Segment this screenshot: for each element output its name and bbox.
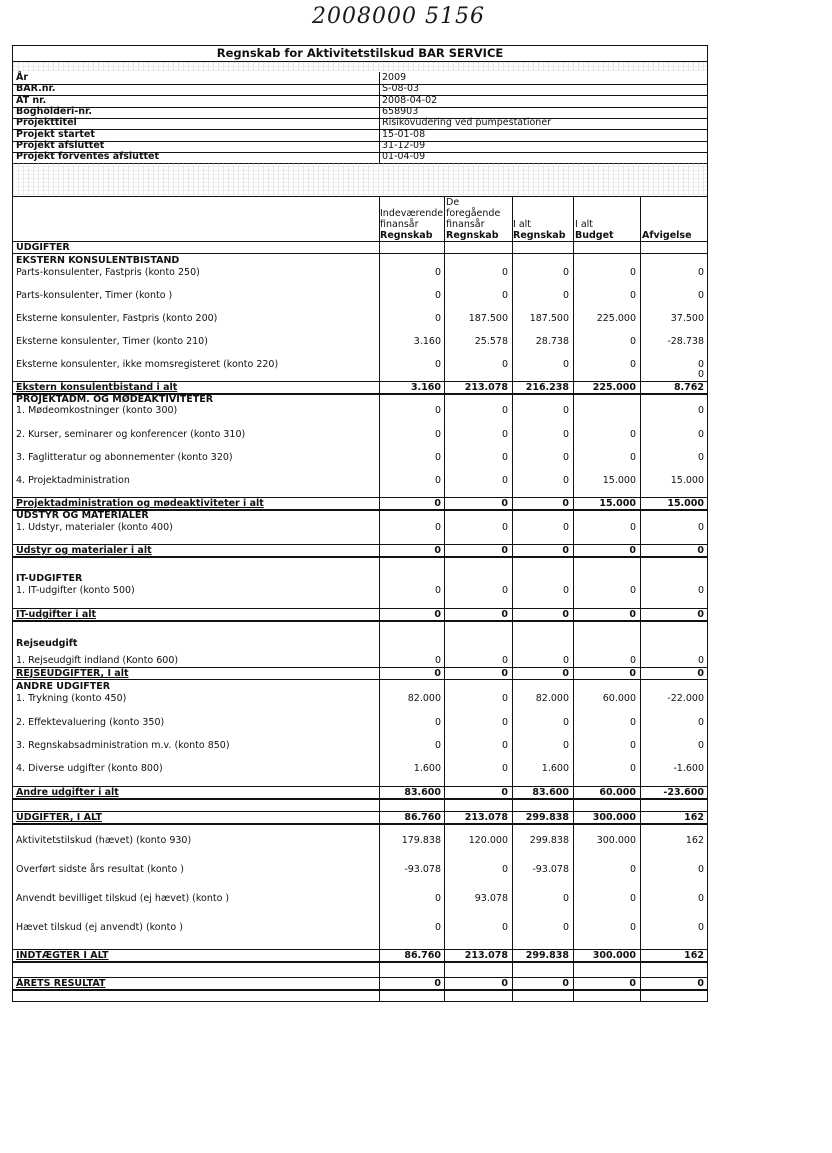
row-rule [13, 544, 707, 545]
cell-value: 0 [501, 359, 508, 370]
row-rule [13, 989, 707, 991]
row-rule [13, 786, 707, 787]
cell-value: 0 [697, 545, 704, 556]
row-rule [13, 253, 707, 254]
cell-value: 0 [501, 475, 508, 486]
column-header: I alt [513, 219, 532, 230]
cell-value: 0 [697, 522, 704, 533]
row-rule [13, 497, 707, 498]
line-item-label: Eksterne konsulenter, Fastpris (konto 200) [16, 313, 218, 324]
cell-value: 213.078 [464, 382, 508, 393]
cell-value: 0 [629, 740, 636, 751]
column-header: Budget [575, 230, 614, 241]
line-item-label: 2. Kurser, seminarer og konferencer (konto 310) [16, 429, 246, 440]
row-rule [13, 381, 707, 382]
cell-value: 0 [501, 522, 508, 533]
header-value: 15-01-08 [379, 129, 706, 141]
header-value: 31-12-09 [379, 140, 706, 152]
column-divider [640, 196, 641, 1001]
row-rule [13, 556, 707, 558]
cell-value: -28.738 [667, 336, 704, 347]
cell-value: 0 [501, 290, 508, 301]
cell-value: 162 [685, 835, 704, 846]
column-header: Regnskab [513, 230, 566, 241]
cell-value: 0 [629, 585, 636, 596]
cell-value: 0 [697, 585, 704, 596]
cell-value: 0 [501, 498, 508, 509]
subtotal-label: REJSEUDGIFTER, I alt [16, 668, 129, 679]
column-header: De [446, 197, 460, 208]
cell-value: 0 [629, 267, 636, 278]
line-item-label: Hævet tilskud (ej anvendt) (konto ) [16, 922, 183, 933]
line-item-label: 3. Faglitteratur og abonnementer (konto 320) [16, 452, 233, 463]
line-item-label: Eksterne konsulenter, Timer (konto 210) [16, 336, 208, 347]
cell-value: 0 [562, 740, 569, 751]
section-heading: Rejseudgift [16, 638, 78, 649]
cell-value: 0 [434, 290, 441, 301]
cell-value: 0 [501, 763, 508, 774]
cell-value: 0 [629, 609, 636, 620]
cell-value: 0 [501, 267, 508, 278]
column-header: finansår [446, 219, 485, 230]
cell-value: 0 [434, 585, 441, 596]
column-divider [512, 196, 513, 1001]
cell-value: 0 [501, 864, 508, 875]
handwritten-reference: 2008000 5156 [312, 4, 485, 29]
subtotal-label: UDGIFTER, I ALT [16, 812, 102, 823]
cell-value: 15.000 [599, 498, 636, 509]
column-header: Afvigelse [642, 230, 692, 241]
cell-value: 299.838 [525, 812, 569, 823]
cell-value: 0 [434, 522, 441, 533]
cell-value: 300.000 [592, 812, 636, 823]
line-item-label: Anvendt bevilliget tilskud (ej hævet) (konto ) [16, 893, 230, 904]
row-rule [13, 798, 707, 800]
section-heading: UDSTYR OG MATERIALER [16, 510, 149, 521]
cell-value: 162 [684, 812, 704, 823]
cell-value: 0 [697, 978, 704, 989]
cell-value: 0 [562, 893, 569, 904]
header-label: Projekttitel [16, 117, 77, 129]
section-heading: ANDRE UDGIFTER [16, 681, 111, 692]
cell-value: 0 [697, 609, 704, 620]
cell-value: 213.078 [464, 950, 508, 961]
accounting-sheet [12, 45, 708, 1002]
cell-value: 225.000 [596, 313, 636, 324]
subtotal-label: Andre udgifter i alt [16, 787, 119, 798]
cell-value: 8.762 [673, 382, 704, 393]
cell-value: 300.000 [596, 835, 636, 846]
cell-value: 1.600 [541, 763, 569, 774]
subtotal-label: ÅRETS RESULTAT [16, 978, 106, 989]
cell-value: 0 [434, 405, 441, 416]
column-header: Regnskab [380, 230, 433, 241]
cell-value: 0 [562, 655, 569, 666]
cell-value: 0 [562, 668, 569, 679]
cell-value: 60.000 [602, 693, 636, 704]
line-item-label: 1. Trykning (konto 450) [16, 693, 127, 704]
cell-value: 25.578 [474, 336, 508, 347]
cell-value: 3.160 [413, 336, 441, 347]
cell-value: 3.160 [410, 382, 441, 393]
cell-value: 0 [629, 522, 636, 533]
cell-value: 0 [697, 452, 704, 463]
cell-value: 0 [629, 978, 636, 989]
cell-value: 0 [562, 522, 569, 533]
line-item-label: 1. IT-udgifter (konto 500) [16, 585, 135, 596]
cell-value: 299.838 [529, 835, 569, 846]
cell-value: 0 [434, 475, 441, 486]
scan-noise-band [13, 163, 707, 195]
cell-value: 0 [434, 267, 441, 278]
cell-value: 0 [501, 668, 508, 679]
cell-value: 0 [434, 668, 441, 679]
line-item-label: Aktivitetstilskud (hævet) (konto 930) [16, 835, 192, 846]
column-header: finansår [380, 219, 419, 230]
cell-value: 0 [629, 452, 636, 463]
cell-value: 0 [629, 545, 636, 556]
header-value: 01-04-09 [379, 151, 706, 163]
cell-value: 0 [562, 429, 569, 440]
line-item-label: 4. Projektadministration [16, 475, 130, 486]
row-rule [13, 823, 707, 825]
subtotal-label: Udstyr og materialer i alt [16, 545, 152, 556]
cell-value: 0 [629, 763, 636, 774]
cell-value: 0 [629, 668, 636, 679]
cell-value: 0 [501, 585, 508, 596]
cell-value: 0 [629, 864, 636, 875]
cell-value: 37.500 [670, 313, 704, 324]
cell-value: -93.078 [532, 864, 569, 875]
cell-value: 0 [697, 740, 704, 751]
cell-value: 0 [434, 740, 441, 751]
cell-value: 0 [562, 267, 569, 278]
cell-value: 0 [697, 429, 704, 440]
line-item-label: Eksterne konsulenter, ikke momsregisteret (konto 220) [16, 359, 279, 370]
row-rule [13, 949, 707, 950]
cell-value: 0 [629, 429, 636, 440]
sheet-title: Regnskab for Aktivitetstilskud BAR SERVICE [13, 46, 707, 62]
row-rule [13, 667, 707, 668]
header-value: 2009 [379, 72, 706, 84]
cell-value: 0 [697, 668, 704, 679]
cell-value: 0 [562, 498, 569, 509]
cell-value: 0 [562, 609, 569, 620]
cell-value: 0 [562, 405, 569, 416]
cell-value: 0 [501, 717, 508, 728]
cell-value: 120.000 [468, 835, 508, 846]
cell-value: 0 [697, 655, 704, 666]
cell-value: 299.838 [525, 950, 569, 961]
cell-value: 86.760 [404, 950, 441, 961]
cell-value: 0 [697, 864, 704, 875]
cell-value: 0 [629, 893, 636, 904]
table-rule [13, 196, 707, 197]
line-item-label: 1. Mødeomkostninger (konto 300) [16, 405, 178, 416]
line-item-label: Overført sidste års resultat (konto ) [16, 864, 184, 875]
row-rule [13, 608, 707, 609]
cell-value: 0 [697, 717, 704, 728]
header-label: BAR.nr. [16, 83, 56, 95]
subtotal-label: Projektadministration og mødeaktiviteter i alt [16, 498, 264, 509]
row-rule [13, 679, 707, 680]
cell-value: -1.600 [673, 763, 704, 774]
cell-value: 0 [562, 475, 569, 486]
cell-value: 0 [501, 787, 508, 798]
cell-value: 0 [562, 545, 569, 556]
cell-value: 0 [434, 452, 441, 463]
cell-value: 0 [697, 405, 704, 416]
cell-value: 187.500 [468, 313, 508, 324]
cell-value: 86.760 [404, 812, 441, 823]
cell-value: -23.600 [663, 787, 704, 798]
cell-value: 93.078 [474, 893, 508, 904]
section-heading: PROJEKTADM. OG MØDEAKTIVITETER [16, 394, 214, 405]
subtotal-label: INDTÆGTER I ALT [16, 950, 109, 961]
cell-value: 216.238 [525, 382, 569, 393]
line-item-label: 3. Regnskabsadministration m.v. (konto 850) [16, 740, 230, 751]
header-value: 2008-04-02 [379, 95, 706, 107]
line-item-label: 4. Diverse udgifter (konto 800) [16, 763, 163, 774]
scan-noise-band [13, 62, 707, 71]
cell-value: 0 [562, 290, 569, 301]
line-item-label: Parts-konsulenter, Timer (konto ) [16, 290, 173, 301]
cell-value: 0 [562, 585, 569, 596]
cell-value: 15.000 [667, 498, 704, 509]
cell-value: 0 [697, 359, 704, 370]
subtotal-label: IT-udgifter i alt [16, 609, 97, 620]
section-heading: UDGIFTER [16, 242, 70, 253]
row-rule [13, 961, 707, 963]
cell-value: 0 [629, 336, 636, 347]
cell-value: 0 [501, 655, 508, 666]
cell-value: 0 [562, 452, 569, 463]
cell-value: 15.000 [670, 475, 704, 486]
column-header: foregående [446, 208, 501, 219]
cell-value: 0 [434, 893, 441, 904]
column-divider [444, 196, 445, 1001]
cell-value: 0 [434, 498, 441, 509]
cell-value: 162 [684, 950, 704, 961]
header-label: Bogholderi-nr. [16, 105, 92, 117]
section-heading: EKSTERN KONSULENTBISTAND [16, 255, 180, 266]
column-divider [573, 196, 574, 1001]
cell-value: 0 [629, 717, 636, 728]
cell-value: 0 [434, 717, 441, 728]
column-header: I alt [575, 219, 594, 230]
cell-value: 0 [501, 740, 508, 751]
line-item-label: 1. Rejseudgift indland (Konto 600) [16, 655, 179, 666]
cell-value: 0 [501, 693, 508, 704]
cell-value: 0 [629, 655, 636, 666]
cell-value: 0 [697, 290, 704, 301]
cell-value: 0 [434, 922, 441, 933]
cell-value: 0 [697, 922, 704, 933]
cell-value: 0 [434, 359, 441, 370]
cell-value: 0 [501, 545, 508, 556]
cell-value: 60.000 [599, 787, 636, 798]
header-value: Risikovudering ved pumpestationer [379, 117, 706, 129]
cell-value: 0 [434, 978, 441, 989]
line-item-label: Parts-konsulenter, Fastpris (konto 250) [16, 267, 200, 278]
cell-value: 0 [697, 369, 704, 380]
cell-value: 0 [562, 922, 569, 933]
header-label: År [16, 72, 29, 83]
cell-value: 1.600 [413, 763, 441, 774]
cell-value: 0 [501, 429, 508, 440]
cell-value: -93.078 [404, 864, 441, 875]
line-item-label: 2. Effektevaluering (konto 350) [16, 717, 165, 728]
cell-value: 0 [501, 978, 508, 989]
cell-value: 82.000 [407, 693, 441, 704]
cell-value: 83.600 [404, 787, 441, 798]
cell-value: 0 [434, 655, 441, 666]
cell-value: 0 [697, 267, 704, 278]
cell-value: 0 [434, 429, 441, 440]
column-header: Regnskab [446, 230, 499, 241]
column-header: Indeværende [380, 208, 444, 219]
cell-value: 0 [501, 405, 508, 416]
row-rule [13, 811, 707, 812]
cell-value: 82.000 [535, 693, 569, 704]
column-divider [379, 196, 380, 1001]
cell-value: 28.738 [535, 336, 569, 347]
cell-value: 179.838 [401, 835, 441, 846]
cell-value: 225.000 [592, 382, 636, 393]
cell-value: 0 [562, 359, 569, 370]
row-rule [13, 977, 707, 978]
cell-value: 0 [562, 978, 569, 989]
cell-value: 0 [501, 922, 508, 933]
cell-value: 187.500 [529, 313, 569, 324]
header-label: Projekt afsluttet [16, 139, 105, 151]
cell-value: 0 [629, 922, 636, 933]
header-label: Projekt startet [16, 128, 95, 140]
header-value: S-08-03 [379, 83, 706, 95]
cell-value: 83.600 [532, 787, 569, 798]
line-item-label: 1. Udstyr, materialer (konto 400) [16, 522, 173, 533]
subtotal-label: Ekstern konsulentbistand i alt [16, 382, 178, 393]
cell-value: 0 [697, 893, 704, 904]
row-rule [13, 620, 707, 622]
cell-value: 0 [434, 545, 441, 556]
cell-value: 300.000 [592, 950, 636, 961]
header-rule [13, 241, 707, 242]
cell-value: 0 [629, 290, 636, 301]
cell-value: 0 [562, 717, 569, 728]
header-label: Projekt forventes afsluttet [16, 151, 160, 163]
section-heading: IT-UDGIFTER [16, 573, 83, 584]
header-value: 658903 [379, 106, 706, 118]
cell-value: 0 [629, 359, 636, 370]
cell-value: 0 [501, 609, 508, 620]
cell-value: 0 [501, 452, 508, 463]
cell-value: 0 [434, 313, 441, 324]
header-label: AT nr. [16, 94, 47, 106]
cell-value: 15.000 [602, 475, 636, 486]
cell-value: 0 [434, 609, 441, 620]
cell-value: -22.000 [667, 693, 704, 704]
cell-value: 213.078 [464, 812, 508, 823]
